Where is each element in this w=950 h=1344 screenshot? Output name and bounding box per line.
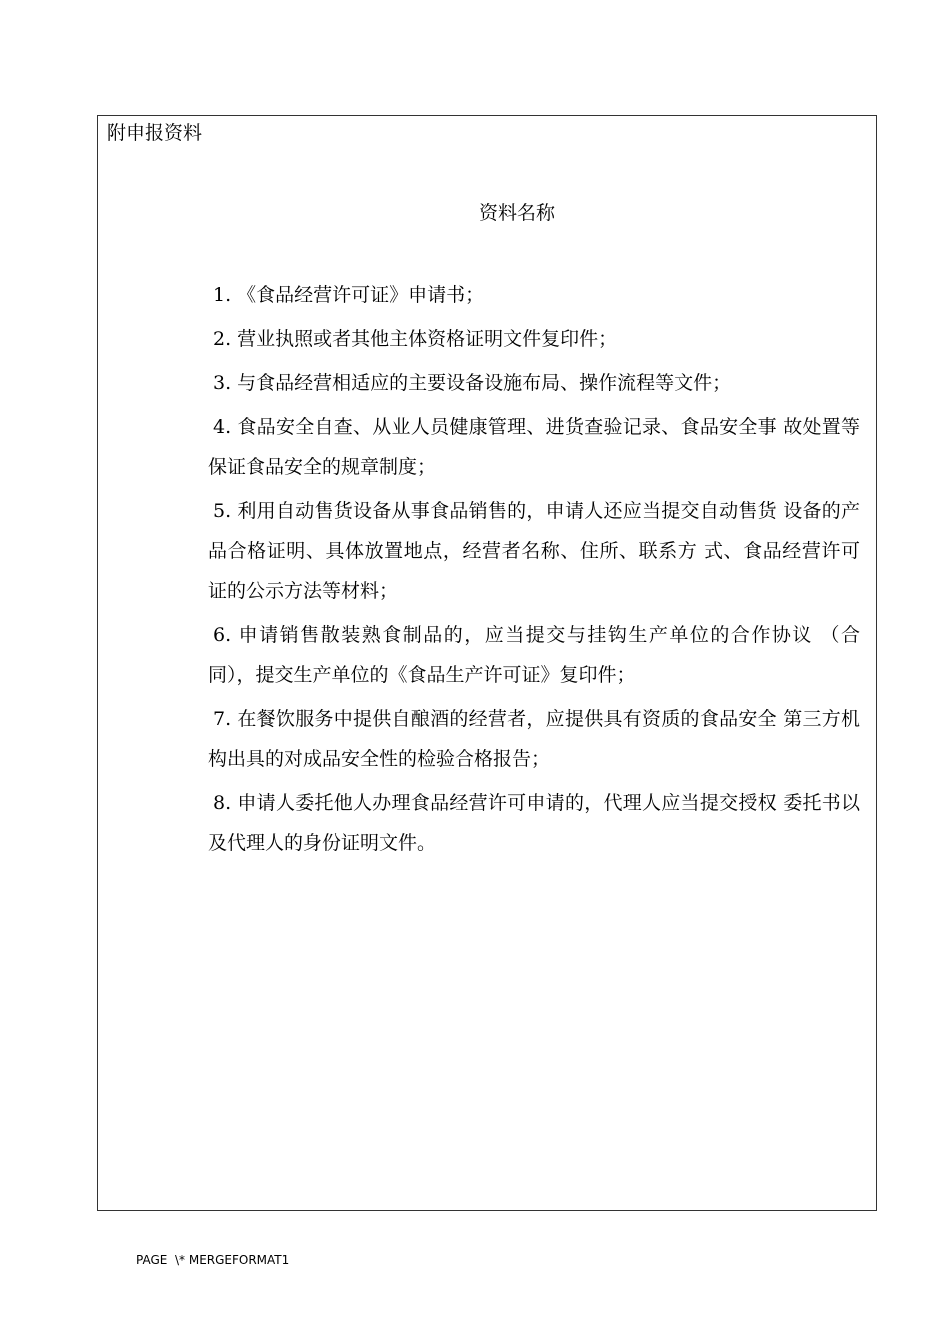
item-text: 在餐饮服务中提供自酿酒的经营者，应提供具有资质的食品安全 第三方机构出具的对成品安全性的检验合格报告；: [208, 708, 860, 770]
item-text: 申请销售散装熟食制品的，应当提交与挂钩生产单位的合作协议 （合同），提交生产单位的《食品生产许可证》复印件；: [208, 624, 860, 686]
document-title: 资料名称: [478, 202, 555, 224]
item-number: 8.: [213, 792, 232, 814]
list-item: [208, 363, 860, 403]
item-text: 营业执照或者其他主体资格证明文件复印件；: [237, 328, 618, 350]
list-item: [208, 699, 860, 779]
list-item: [208, 275, 860, 315]
list-item: [208, 783, 860, 863]
list-item: [208, 491, 860, 611]
item-number: 4.: [213, 416, 232, 438]
item-number: 5.: [213, 500, 232, 522]
item-text: 与食品经营相适应的主要设备设施布局、操作流程等文件；: [237, 372, 732, 394]
item-number: 2.: [213, 328, 232, 350]
header-label: 附申报资料: [107, 122, 203, 144]
document-frame: [97, 115, 877, 1211]
list-item: [208, 615, 860, 695]
item-text: 利用自动售货设备从事食品销售的，申请人还应当提交自动售货 设备的产品合格证明、具体放置地点，经营者名称、住所、联系方 式、食品经营许可证的公示方法等材料；: [208, 500, 860, 602]
item-text: 申请人委托他人办理食品经营许可申请的，代理人应当提交授权 委托书以及代理人的身份证明文件。: [208, 792, 860, 854]
list-item: [208, 319, 860, 359]
requirements-list: [208, 275, 860, 867]
list-item: [208, 407, 860, 487]
item-text: 食品安全自查、从业人员健康管理、进货查验记录、食品安全事 故处置等保证食品安全的规章制度；: [208, 416, 860, 478]
item-text: 《食品经营许可证》申请书；: [237, 284, 485, 306]
item-number: 6.: [213, 624, 232, 646]
item-number: 3.: [213, 372, 232, 394]
item-number: 7.: [213, 708, 232, 730]
page-footer: PAGE \* MERGEFORMAT1: [136, 1253, 290, 1267]
item-number: 1.: [213, 284, 232, 306]
